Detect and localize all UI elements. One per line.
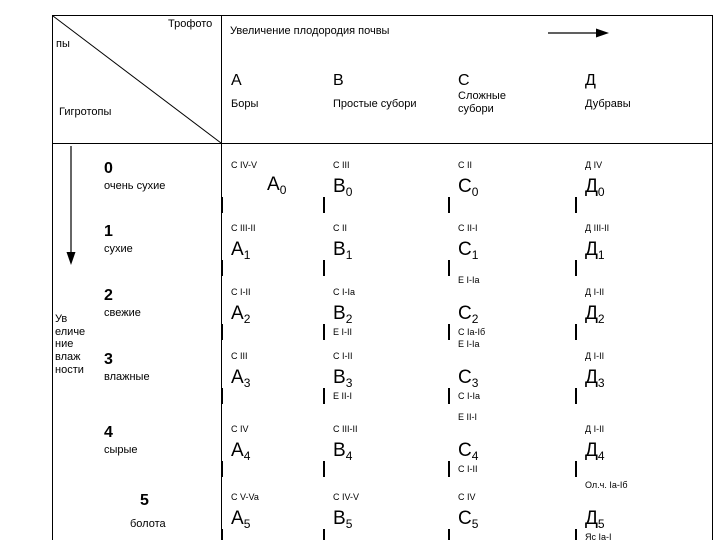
column-name: Дубравы	[585, 98, 631, 110]
cell-type-symbol	[585, 368, 605, 389]
cell-type-index: 4	[345, 449, 353, 463]
row-number: 4	[104, 424, 113, 441]
cell-code: С IV-V	[231, 160, 258, 170]
cell-type-index: 3	[597, 376, 605, 390]
row-name: свежие	[104, 307, 141, 319]
grid-corner-diagonal	[53, 16, 221, 143]
cell-type-symbol	[231, 509, 250, 530]
cell-type-index: 0	[471, 185, 479, 199]
cell-type-index: 5	[597, 517, 605, 531]
column-letter: Д	[585, 72, 596, 89]
cell-type-symbol	[231, 368, 250, 389]
cell-code: С III-II	[231, 223, 256, 233]
moisture-arrowhead	[67, 252, 76, 265]
column-letter: С	[458, 72, 470, 89]
cell-type-symbol	[333, 509, 352, 530]
cell-code: Д I-II	[585, 424, 605, 434]
cell-type-symbol	[458, 441, 478, 462]
cell-type-index: 2	[345, 312, 353, 326]
cell-type-index: 1	[243, 248, 251, 262]
cell-extra-code: С I-Ia	[458, 391, 481, 401]
column-name: Сложные субори	[458, 90, 506, 115]
cell-type-letter: А	[231, 440, 244, 461]
cell-type-index: 3	[345, 376, 353, 390]
cell-type-symbol	[585, 304, 605, 325]
cell-type-index: 2	[471, 312, 479, 326]
cell-code: С IV	[458, 492, 476, 502]
cell-code: Е II-I	[458, 412, 478, 422]
cell-type-letter: С	[458, 367, 472, 388]
cell-type-symbol	[585, 177, 605, 198]
cell-type-index: 4	[243, 449, 251, 463]
cell-type-letter: В	[333, 440, 346, 461]
cell-code: Д I-II	[585, 287, 605, 297]
cell-code: С II	[333, 223, 348, 233]
cell-code: С II-I	[458, 223, 478, 233]
column-name: Простые субори	[333, 98, 417, 110]
cell-type-letter: В	[333, 508, 346, 529]
cell-type-letter: А	[231, 508, 244, 529]
cell-type-symbol	[458, 509, 478, 530]
cell-type-index: 5	[471, 517, 479, 531]
cell-code: Е I-Ia	[458, 275, 480, 285]
cell-type-symbol	[267, 175, 286, 196]
cell-type-letter: А	[267, 174, 280, 195]
cell-type-index: 0	[345, 185, 353, 199]
row-number: 5	[140, 492, 149, 509]
moisture-label: Ув еличе ние влаж ности	[55, 313, 86, 376]
cell-type-letter: Д	[585, 508, 598, 529]
cell-extra-code: С I-II	[458, 464, 478, 474]
cell-type-symbol	[458, 304, 478, 325]
cell-type-index: 1	[597, 248, 605, 262]
cell-type-symbol	[231, 240, 250, 261]
row-number: 3	[104, 351, 113, 368]
gigrotopy-label: Гигротопы	[59, 106, 112, 118]
cell-code: Ол.ч. Ia-Iб	[585, 480, 628, 490]
cell-type-letter: С	[458, 176, 472, 197]
trofotopy-label-top: Трофото	[168, 18, 213, 30]
cell-type-letter: Д	[585, 239, 598, 260]
cell-type-letter: А	[231, 303, 244, 324]
cell-type-letter: В	[333, 176, 346, 197]
cell-type-index: 5	[243, 517, 251, 531]
cell-type-letter: В	[333, 367, 346, 388]
cell-type-letter: С	[458, 508, 472, 529]
row-number: 2	[104, 287, 113, 304]
column-letter: В	[333, 72, 344, 89]
column-name: Боры	[231, 98, 259, 110]
cell-type-index: 0	[279, 183, 287, 197]
cell-code: С IV	[231, 424, 249, 434]
cell-type-letter: Д	[585, 303, 598, 324]
row-name: влажные	[104, 371, 150, 383]
cell-code: С I-II	[231, 287, 251, 297]
cell-type-letter: С	[458, 303, 472, 324]
cell-type-symbol	[333, 304, 352, 325]
cell-type-letter: В	[333, 303, 346, 324]
cell-type-symbol	[458, 368, 478, 389]
cell-type-symbol	[458, 177, 478, 198]
row-name: болота	[130, 518, 166, 530]
cell-type-index: 1	[345, 248, 353, 262]
cell-code: С III	[231, 351, 248, 361]
cell-type-symbol	[458, 240, 478, 261]
cell-code: Д III-II	[585, 223, 610, 233]
cell-type-symbol	[333, 441, 352, 462]
cell-type-symbol	[333, 177, 352, 198]
row-name: сухие	[104, 243, 133, 255]
cell-type-index: 3	[471, 376, 479, 390]
cell-type-symbol	[585, 441, 605, 462]
cell-type-letter: А	[231, 367, 244, 388]
cell-code: С I-Ia	[333, 287, 356, 297]
fertility-arrowhead	[596, 29, 609, 38]
cell-type-symbol	[333, 368, 352, 389]
row-number: 0	[104, 160, 113, 177]
cell-code: С II	[458, 160, 473, 170]
row-name: очень сухие	[104, 180, 166, 192]
cell-type-letter: Д	[585, 440, 598, 461]
column-letter: А	[231, 72, 242, 89]
cell-type-letter: В	[333, 239, 346, 260]
cell-code: С III-II	[333, 424, 358, 434]
cell-code: Д I-II	[585, 351, 605, 361]
cell-type-index: 0	[597, 185, 605, 199]
cell-type-letter: С	[458, 239, 472, 260]
row-number: 1	[104, 223, 113, 240]
cell-type-symbol	[585, 509, 605, 530]
cell-type-index: 4	[471, 449, 479, 463]
fertility-label: Увеличение плодородия почвы	[230, 25, 390, 37]
cell-type-index: 3	[243, 376, 251, 390]
cell-code: С V-Va	[231, 492, 259, 502]
cell-type-symbol	[231, 304, 250, 325]
cell-code: С I-II	[333, 351, 353, 361]
cell-corner-marks	[222, 197, 576, 540]
cell-type-index: 5	[345, 517, 353, 531]
cell-type-index: 4	[597, 449, 605, 463]
cell-code: Д IV	[585, 160, 603, 170]
cell-type-letter: А	[231, 239, 244, 260]
cell-type-letter: Д	[585, 176, 598, 197]
cell-code: С III	[333, 160, 350, 170]
cell-code: С IV-V	[333, 492, 360, 502]
cell-extra-code: С Ia-Iб	[458, 327, 486, 337]
cell-type-index: 2	[243, 312, 251, 326]
cell-type-letter: С	[458, 440, 472, 461]
cell-type-symbol	[231, 441, 250, 462]
cell-type-index: 1	[471, 248, 479, 262]
cell-code: Е I-Ia	[458, 339, 480, 349]
row-name: сырые	[104, 444, 138, 456]
cell-extra-code: Е I-II	[333, 327, 353, 337]
cell-extra-code: Яс Ia-I	[585, 532, 612, 542]
cell-type-index: 2	[597, 312, 605, 326]
cell-extra-code: Е II-I	[333, 391, 353, 401]
cell-type-symbol	[333, 240, 352, 261]
cell-type-symbol	[585, 240, 605, 261]
trofotopy-label-bottom: пы	[56, 38, 70, 50]
cell-type-letter: Д	[585, 367, 598, 388]
